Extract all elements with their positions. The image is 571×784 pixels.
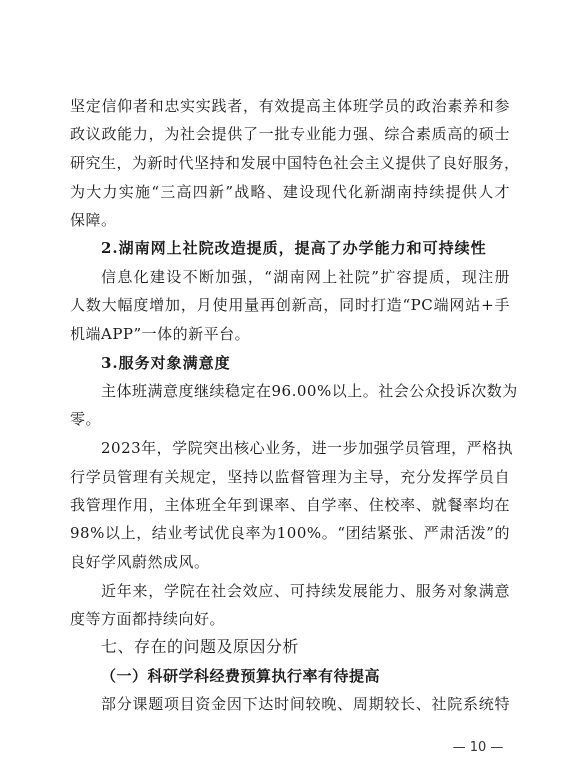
section-heading-3: 3.服务对象满意度: [101, 354, 231, 372]
body-text-line: 98%以上，结业考试优良率为100%。“团结紧张、严肃活泼”的: [70, 524, 510, 542]
section-heading-7: 七、存在的问题及原因分析: [101, 637, 300, 656]
body-text-line: 为大力实施“三高四新”战略、建设现代化新湖南持续提供人才: [70, 183, 510, 201]
body-text-line: 我管理作用，主体班全年到课率、自学率、住校率、就餐率均在: [70, 496, 510, 514]
body-text-line: 保障。: [70, 211, 117, 229]
body-text-line: 部分课题项目资金因下达时间较晚、周期较长、社院系统特: [101, 695, 510, 713]
body-text-line: 政议政能力，为社会提供了一批专业能力强、综合素质高的硕士: [70, 125, 510, 143]
body-text-line: 良好学风蔚然成风。: [70, 553, 210, 571]
body-text-line: 主体班满意度继续稳定在96.00%以上。社会公众投诉次数为: [101, 382, 518, 400]
body-text-line: 机端APP”一体的新平台。: [70, 325, 251, 343]
body-text-line: 坚定信仰者和忠实实践者，有效提高主体班学员的政治素养和参: [70, 97, 510, 115]
page-number: — 10 —: [452, 740, 504, 755]
body-text-line: 2023年，学院突出核心业务，进一步加强学员管理，严格执: [101, 439, 514, 457]
body-text-line: 零。: [70, 410, 102, 428]
section-heading-2: 2.湖南网上社院改造提质，提高了办学能力和可持续性: [101, 239, 487, 257]
body-text-line: 度等方面都持续向好。: [70, 610, 226, 628]
body-text-line: 人数大幅度增加，月使用量再创新高，同时打造“PC端网站+手: [70, 296, 510, 314]
body-text-line: 行学员管理有关规定，坚持以监督管理为主导，充分发挥学员自: [70, 468, 510, 486]
subsection-heading-1: （一）科研学科经费预算执行率有待提高: [101, 667, 381, 685]
body-text-line: 信息化建设不断加强，“湖南网上社院”扩容提质，现注册: [101, 268, 510, 286]
body-text-line: 研究生，为新时代坚持和发展中国特色社会主义提供了良好服务，: [70, 154, 520, 172]
body-text-line: 近年来，学院在社会效应、可持续发展能力、服务对象满意: [101, 582, 510, 600]
